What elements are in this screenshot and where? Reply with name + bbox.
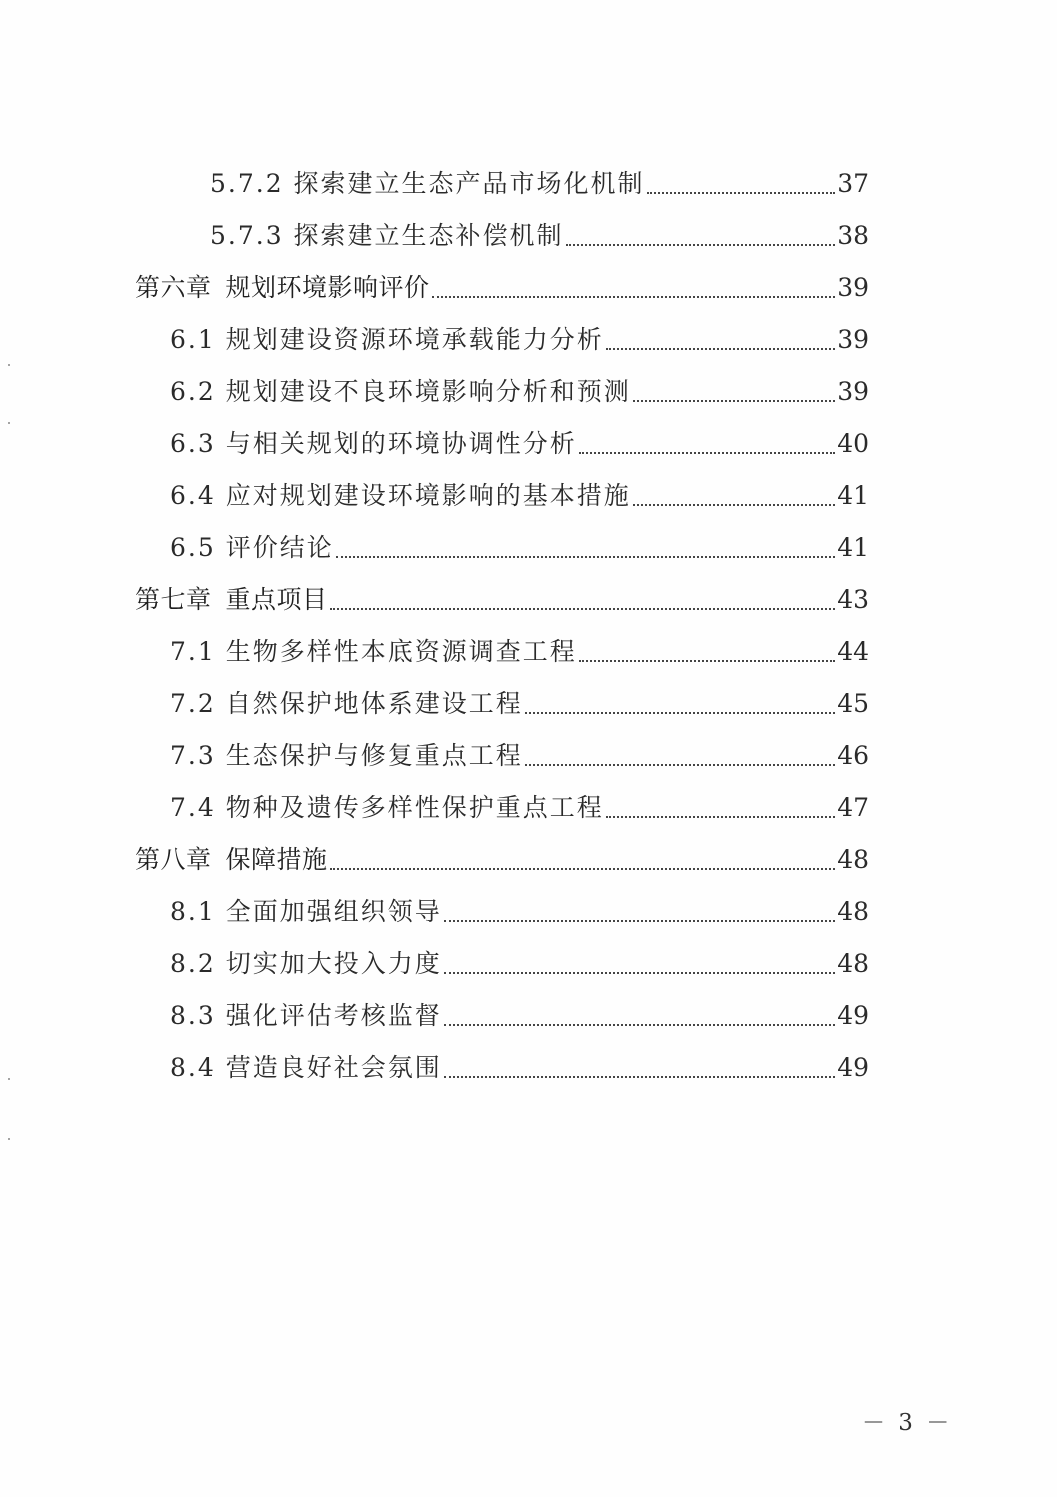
toc-entry-title: 6.2 规划建设不良环境影响分析和预测 — [170, 377, 631, 406]
dot-leader — [444, 919, 835, 922]
toc-entry-page: 48 — [837, 949, 869, 978]
chapter-name: 规划环境影响评价 — [225, 273, 430, 302]
toc-entry-title: 6.3 与相关规划的环境协调性分析 — [170, 429, 577, 458]
toc-entry-page: 43 — [837, 585, 869, 614]
dot-leader — [633, 503, 835, 506]
toc-entry-title: 7.4 物种及遗传多样性保护重点工程 — [170, 793, 604, 822]
dot-leader — [579, 451, 835, 454]
toc-entry[interactable] — [170, 996, 869, 1040]
toc-entry[interactable] — [210, 164, 869, 208]
toc-entry[interactable] — [170, 684, 869, 728]
toc-entry-title: 8.1 全面加强组织领导 — [170, 897, 442, 926]
toc-entry-page: 40 — [837, 429, 869, 458]
toc-entry-title: 8.3 强化评估考核监督 — [170, 1001, 442, 1030]
toc-entry[interactable] — [170, 372, 869, 416]
toc-chapter-title — [135, 268, 430, 304]
dot-leader — [330, 607, 836, 610]
dot-leader — [444, 1023, 835, 1026]
toc-entry[interactable] — [170, 424, 869, 468]
dot-leader — [525, 711, 835, 714]
toc-entry-title: 7.3 生态保护与修复重点工程 — [170, 741, 523, 770]
dot-leader — [633, 399, 835, 402]
toc-entry[interactable] — [210, 216, 869, 260]
dot-leader — [525, 763, 835, 766]
page-number: － 3 － — [862, 1410, 953, 1436]
toc-entry-page: 48 — [837, 845, 869, 874]
chapter-number: 第八章 — [135, 845, 212, 874]
toc-entry-title: 7.2 自然保护地体系建设工程 — [170, 689, 523, 718]
toc-entry-page: 48 — [837, 897, 869, 926]
toc-entry-page: 46 — [837, 741, 869, 770]
toc-chapter-entry[interactable] — [135, 580, 869, 624]
scan-speck — [8, 1078, 10, 1080]
toc-entry-page: 39 — [837, 273, 869, 302]
toc-entry-page: 39 — [837, 325, 869, 354]
toc-entry-title: 5.7.3 探索建立生态补偿机制 — [210, 221, 564, 250]
toc-entry-page: 49 — [837, 1001, 869, 1030]
toc-entry-title: 6.1 规划建设资源环境承载能力分析 — [170, 325, 604, 354]
toc-entry-page: 45 — [837, 689, 869, 718]
toc-entry[interactable] — [170, 892, 869, 936]
toc-entry-page: 47 — [837, 793, 869, 822]
toc-entry-title: 6.5 评价结论 — [170, 533, 334, 562]
dot-leader — [606, 347, 835, 350]
dot-leader — [579, 659, 835, 662]
scan-speck — [8, 422, 10, 424]
toc-chapter-title — [135, 840, 328, 876]
toc-entry-page: 44 — [837, 637, 869, 666]
toc-entry[interactable] — [170, 320, 869, 364]
toc-entry-title: 5.7.2 探索建立生态产品市场化机制 — [210, 169, 645, 198]
toc-chapter-entry[interactable] — [135, 268, 869, 312]
toc-entry-page: 39 — [837, 377, 869, 406]
chapter-name: 重点项目 — [225, 585, 328, 614]
scan-speck — [8, 364, 10, 366]
toc-entry[interactable] — [170, 788, 869, 832]
toc-entry-title: 7.1 生物多样性本底资源调查工程 — [170, 637, 577, 666]
toc-entry[interactable] — [170, 528, 869, 572]
toc-entry-page: 37 — [837, 169, 869, 198]
dot-leader — [647, 191, 836, 194]
toc-entry[interactable] — [170, 736, 869, 780]
chapter-number: 第七章 — [135, 585, 212, 614]
dot-leader — [336, 555, 835, 558]
toc-entry-title: 6.4 应对规划建设环境影响的基本措施 — [170, 481, 631, 510]
chapter-name: 保障措施 — [225, 845, 328, 874]
dot-leader — [566, 243, 836, 246]
dot-leader — [330, 867, 836, 870]
toc-entry-page: 41 — [837, 533, 869, 562]
toc-entry[interactable] — [170, 476, 869, 520]
toc-chapter-title — [135, 580, 328, 616]
dot-leader — [432, 295, 836, 298]
toc-entry[interactable] — [170, 1048, 869, 1092]
toc-entry-page: 49 — [837, 1053, 869, 1082]
toc-entry[interactable] — [170, 632, 869, 676]
dot-leader — [606, 815, 835, 818]
dot-leader — [444, 971, 835, 974]
dot-leader — [444, 1075, 835, 1078]
toc-entry-title: 8.4 营造良好社会氛围 — [170, 1053, 442, 1082]
toc-entry-page: 41 — [837, 481, 869, 510]
chapter-number: 第六章 — [135, 273, 212, 302]
toc-entry[interactable] — [170, 944, 869, 988]
toc-chapter-entry[interactable] — [135, 840, 869, 884]
scan-speck — [8, 1138, 10, 1140]
toc-entry-title: 8.2 切实加大投入力度 — [170, 949, 442, 978]
toc-entry-page: 38 — [837, 221, 869, 250]
